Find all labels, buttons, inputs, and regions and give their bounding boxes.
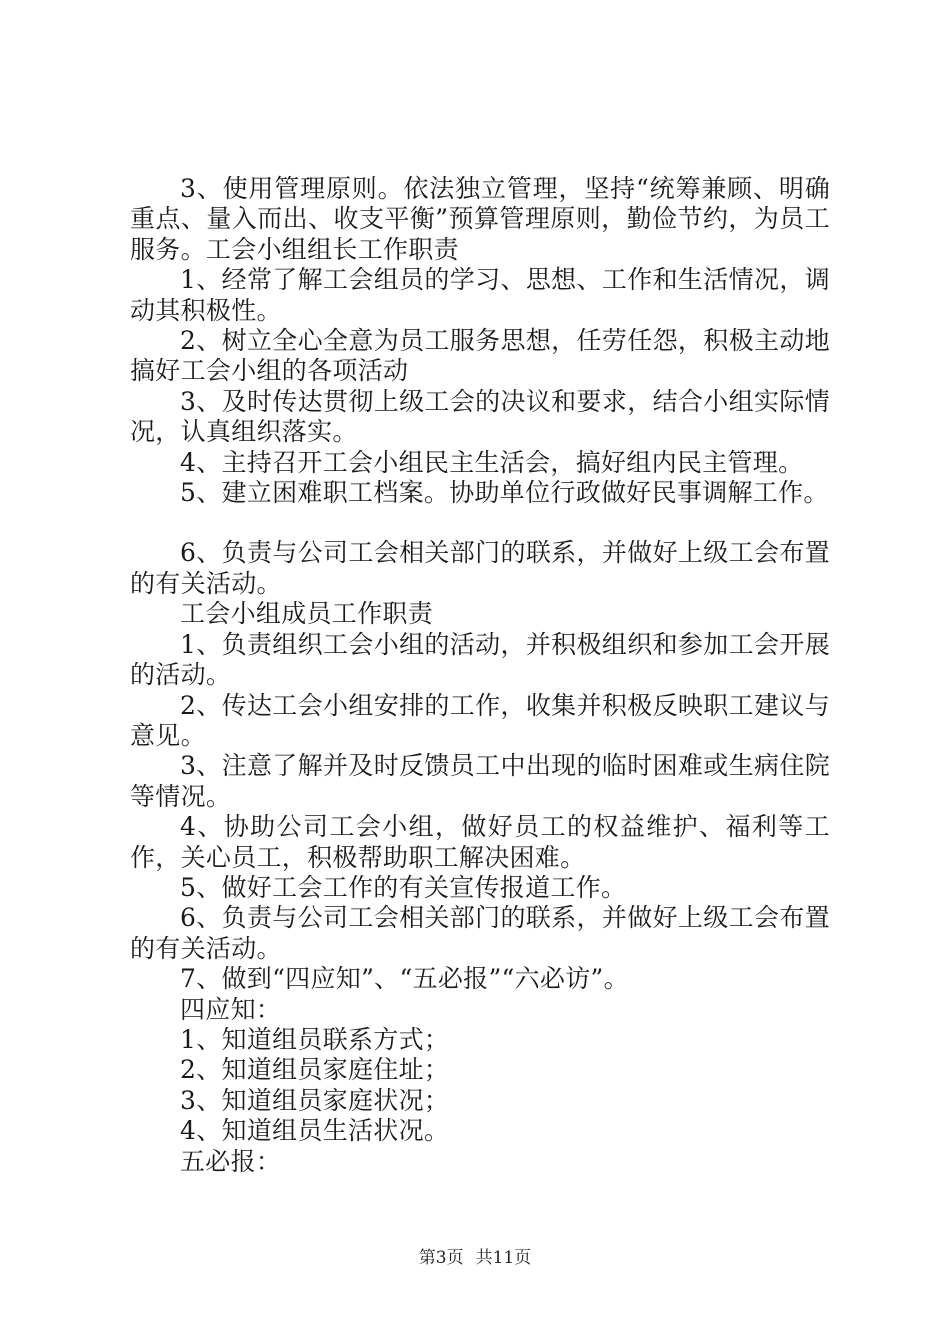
paragraph: 5、建立困难职工档案。协助单位行政做好民事调解工作。 (180, 478, 829, 508)
paragraph: 7、做到“四应知”、“五必报”“六必访”。 (180, 964, 629, 994)
paragraph: 2、传达工会小组安排的工作，收集并积极反映职工建议与意见。 (130, 690, 830, 750)
list-item: 3、知道组员家庭状况； (180, 1085, 450, 1115)
page-footer (0, 1243, 950, 1268)
list-item: 2、知道组员家庭住址； (180, 1055, 450, 1085)
document-body (130, 174, 830, 1177)
page-number: 第3页 (418, 1248, 464, 1268)
list-item: 1、知道组员联系方式； (180, 1024, 450, 1054)
paragraph: 5、做好工会工作的有关宣传报道工作。 (180, 872, 627, 902)
paragraph: 3、及时传达贯彻上级工会的决议和要求，结合小组实际情况，认真组织落实。 (130, 386, 830, 447)
paragraph: 3、注意了解并及时反馈员工中出现的临时困难或生病住院等情况。 (130, 751, 830, 811)
paragraph-gap (130, 508, 830, 538)
paragraph: 2、树立全心全意为员工服务思想，任劳任怨，积极主动地搞好工会小组的各项活动 (130, 326, 830, 386)
paragraph: 3、使用管理原则。依法独立管理，坚持“统筹兼顾、明确重点、量入而出、收支平衡”预算管理原则，勤俭节约，为员工服务。工会小组组长工作职责 (130, 174, 830, 264)
paragraph: 6、负责与公司工会相关部门的联系，并做好上级工会布置的有关活动。 (130, 903, 830, 963)
paragraph: 4、协助公司工会小组，做好员工的权益维护、福利等工作，关心员工，积极帮助职工解决困难。 (130, 812, 830, 872)
list-item: 4、知道组员生活状况。 (180, 1116, 450, 1146)
paragraph: 4、主持召开工会小组民主生活会，搞好组内民主管理。 (180, 447, 804, 477)
paragraph: 1、经常了解工会组员的学习、思想、工作和生活情况，调动其积极性。 (130, 265, 830, 325)
paragraph: 1、负责组织工会小组的活动，并积极组织和参加工会开展的活动。 (130, 629, 830, 690)
section-heading: 工会小组成员工作职责 (180, 599, 434, 629)
list-heading: 四应知： (180, 994, 282, 1024)
page-total: 共11页 (475, 1248, 532, 1268)
paragraph: 6、负责与公司工会相关部门的联系，并做好上级工会布置的有关活动。 (130, 538, 830, 598)
list-heading: 五必报： (180, 1146, 282, 1176)
